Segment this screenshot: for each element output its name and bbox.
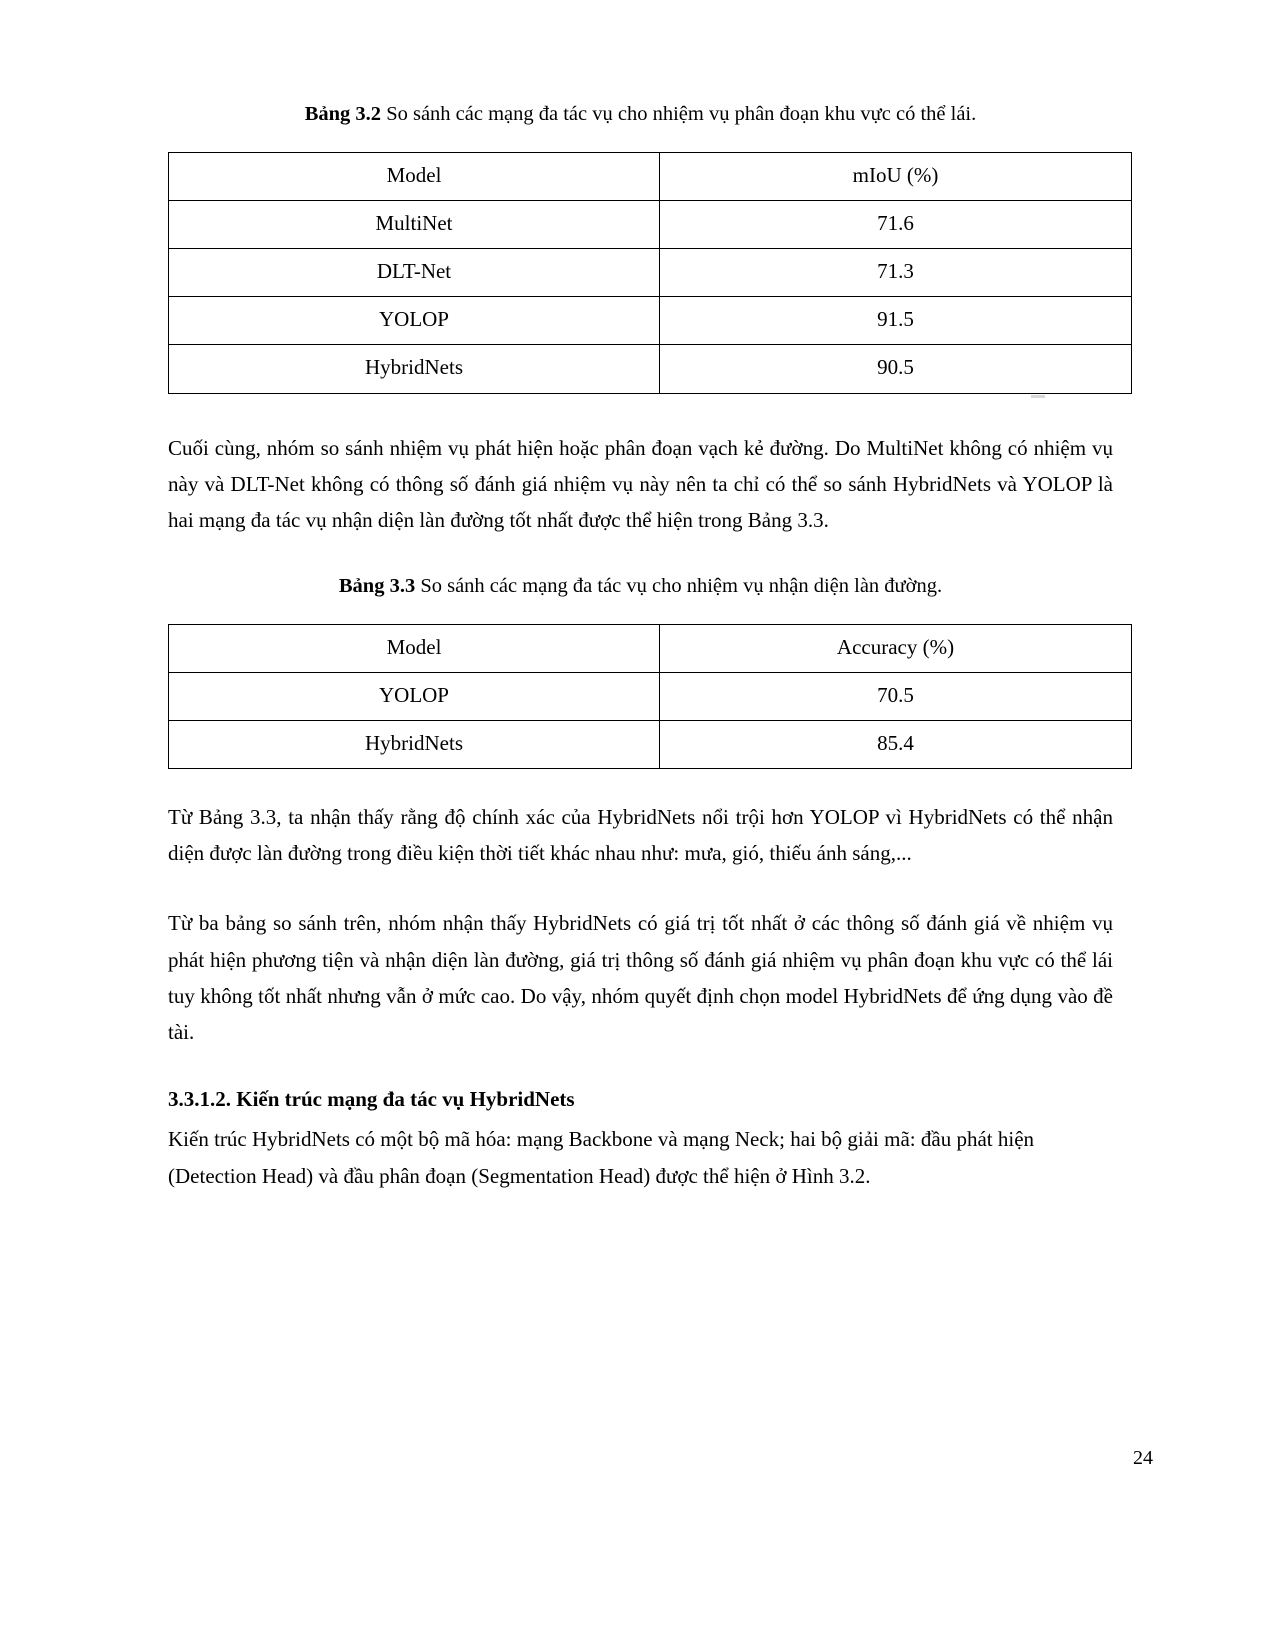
table-row [169,624,1132,672]
table-3-3-caption [168,572,1113,602]
table-3-3-header-model: Model [169,624,660,672]
paragraph-4: Kiến trúc HybridNets có một bộ mã hóa: mạng Backbone và mạng Neck; hai bộ giải mã: đầu phát hiện (Detection Head) và đầu phân đoạn (Segmentation Head) được thể hiện ở Hình 3.2. [168,1127,1035,1188]
table-3-3-wrapper [168,624,1113,770]
page-content [168,100,1113,1208]
table-resize-handle [1031,395,1045,398]
section-heading-3-3-1-2: 3.3.1.2. Kiến trúc mạng đa tác vụ HybridNets [168,1086,575,1111]
table-3-3-header-accuracy: Accuracy (%) [660,624,1132,672]
table-3-3 [168,624,1132,770]
table-cell-model: HybridNets [169,721,660,769]
table-3-2-wrapper [168,152,1113,394]
table-row [169,249,1132,297]
page-number: 24 [1133,1447,1153,1469]
table-row [169,152,1132,200]
table-cell-value: 91.5 [660,297,1132,345]
spacer [168,394,1113,430]
table-3-2-caption [168,100,1113,130]
table-cell-value: 71.3 [660,249,1132,297]
table-cell-value: 70.5 [660,672,1132,720]
table-cell-model: YOLOP [169,672,660,720]
paragraph-1: Cuối cùng, nhóm so sánh nhiệm vụ phát hiện hoặc phân đoạn vạch kẻ đường. Do MultiNet không có nhiệm vụ này và DLT-Net không có thông số đánh giá nhiệm vụ này nên ta chỉ có thể so sánh HybridNets và YOLOP là hai mạng đa tác vụ nhận diện làn đường tốt nhất được thể hiện trong Bảng 3.3. [168,435,1113,532]
table-3-2-caption-text: So sánh các mạng đa tác vụ cho nhiệm vụ phân đoạn khu vực có thể lái. [381,103,977,125]
paragraph-3: Từ ba bảng so sánh trên, nhóm nhận thấy HybridNets có giá trị tốt nhất ở các thông số đánh giá về nhiệm vụ phát hiện phương tiện và nhận diện làn đường, giá trị thông số đánh giá nhiệm vụ phân đoạn khu vực có thể lái tuy không tốt nhất nhưng vẫn ở mức cao. Do vậy, nhóm quyết định chọn model HybridNets để ứng dụng vào đề tài. [168,911,1113,1044]
table-cell-value: 85.4 [660,721,1132,769]
table-cell-value: 90.5 [660,345,1132,393]
table-row [169,721,1132,769]
table-cell-model: HybridNets [169,345,660,393]
spacer [168,1064,1113,1084]
table-3-3-caption-text: So sánh các mạng đa tác vụ cho nhiệm vụ nhận diện làn đường. [415,574,943,597]
spacer [168,769,1113,799]
table-3-2-header-model: Model [169,152,660,200]
table-3-2 [168,152,1132,394]
table-3-3-caption-label: Bảng 3.3 [338,574,416,597]
table-row [169,200,1132,248]
table-cell-model: YOLOP [169,297,660,345]
spacer [168,552,1113,572]
table-cell-model: MultiNet [169,200,660,248]
spacer [168,885,1113,905]
table-row [169,297,1132,345]
table-row [169,345,1132,393]
table-3-2-caption-label: Bảng 3.2 [304,103,382,125]
table-3-2-header-miou: mIoU (%) [660,152,1132,200]
paragraph-2: Từ Bảng 3.3, ta nhận thấy rằng độ chính xác của HybridNets nổi trội hơn YOLOP vì HybridNets có thể nhận diện được làn đường trong điều kiện thời tiết khác nhau như: mưa, gió, thiếu ánh sáng,... [168,805,1113,866]
table-row [169,672,1132,720]
table-cell-value: 71.6 [660,200,1132,248]
table-cell-model: DLT-Net [169,249,660,297]
